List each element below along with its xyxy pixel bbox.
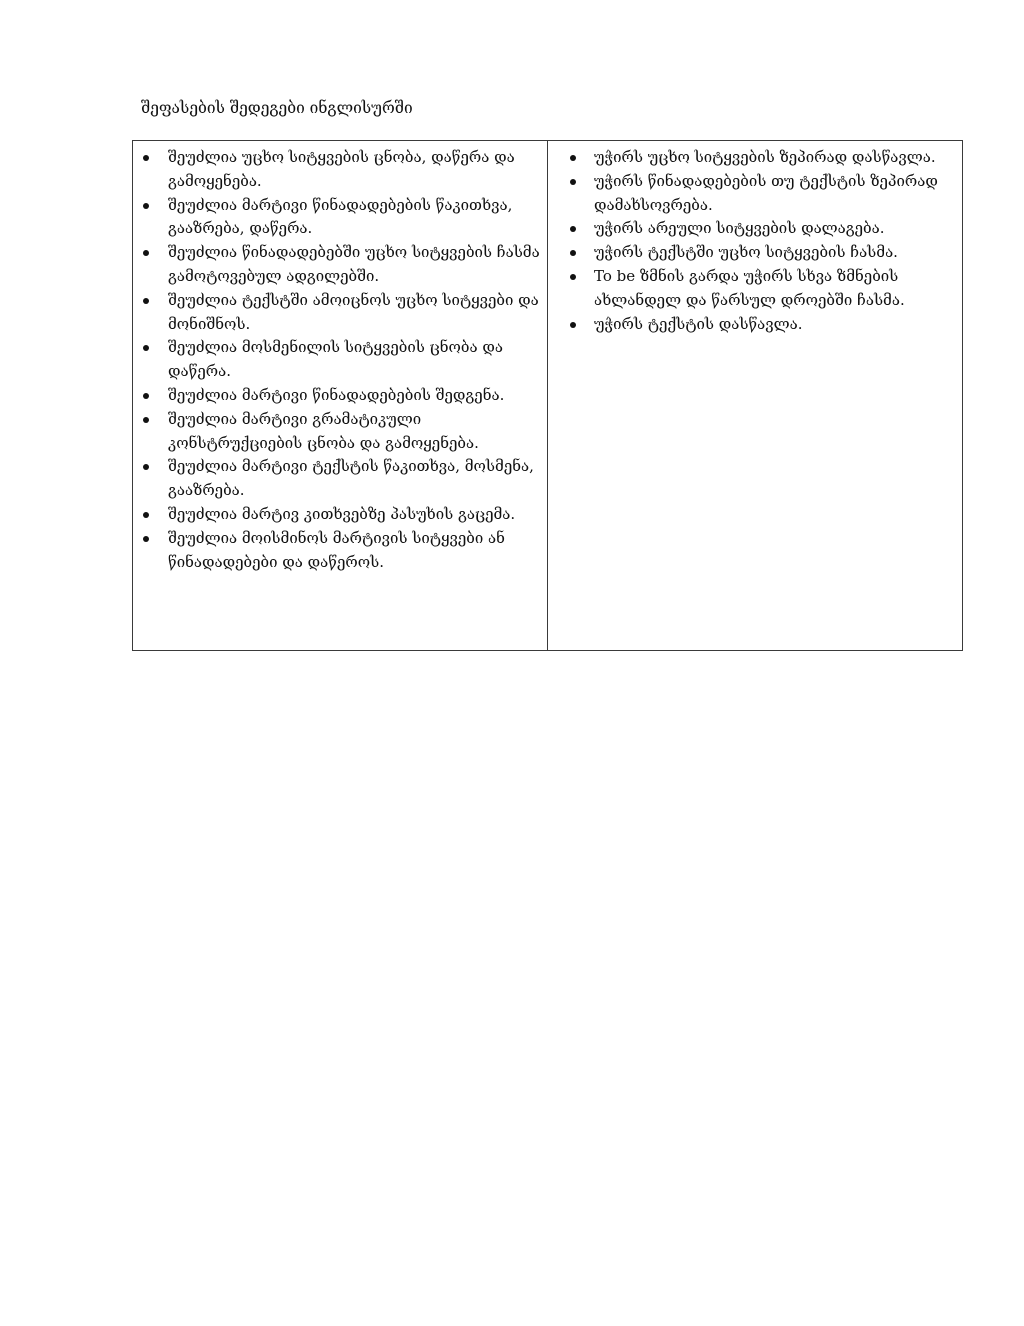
bullet-icon — [570, 179, 576, 185]
bullet-icon — [143, 250, 149, 256]
bullet-icon — [570, 250, 576, 256]
bullet-icon — [143, 345, 149, 351]
bullet-icon — [143, 417, 149, 423]
list-item — [554, 265, 956, 313]
list-item — [139, 408, 541, 456]
list-item-text: უჭირს წინადადებების თუ ტექსტის ზეპირად დამახსოვრება. — [594, 171, 938, 214]
list-item — [139, 194, 541, 242]
list-item-text: უჭირს არეული სიტყვების დალაგება. — [594, 219, 885, 238]
list-item-text: შეუძლია წინადადებებში უცხო სიტყვების ჩასმა გამოტოვებულ ადგილებში. — [168, 243, 540, 285]
list-item — [139, 527, 541, 575]
list-item — [554, 217, 956, 241]
difficulties-list — [554, 146, 956, 336]
bullet-icon — [570, 155, 576, 161]
list-item — [139, 384, 541, 408]
list-item-text: შეუძლია მარტივი გრამატიკული კონსტრუქციების ცნობა და გამოყენება. — [168, 409, 479, 452]
list-item-text: შეუძლია მარტივი წინადადებების წაკითხვა, გააზრება, დაწერა. — [168, 195, 513, 238]
difficulties-column — [548, 141, 962, 650]
list-item-text: შეუძლია უცხო სიტყვების ცნობა, დაწერა და გამოყენება. — [168, 148, 515, 190]
bullet-icon — [570, 226, 576, 232]
list-item — [554, 146, 956, 170]
list-item — [139, 336, 541, 384]
list-item — [554, 313, 956, 337]
bullet-icon — [143, 464, 149, 470]
list-item-text: შეუძლია მარტივი ტექსტის წაკითხვა, მოსმენა, გააზრება. — [168, 457, 534, 500]
abilities-column — [133, 141, 548, 650]
assessment-table — [132, 140, 963, 651]
bullet-icon — [143, 203, 149, 209]
list-item — [139, 503, 541, 527]
list-item-text: უჭირს ტექსტის დასწავლა. — [594, 314, 803, 333]
bullet-icon — [143, 536, 149, 542]
list-item-text: უჭირს უცხო სიტყვების ზეპირად დასწავლა. — [594, 148, 936, 166]
list-item-text: შეუძლია მოსმენილის სიტყვების ცნობა და დაწერა. — [168, 338, 503, 381]
list-item-text: შეუძლია ტექსტში ამოიცნოს უცხო სიტყვები და მონიშნოს. — [168, 290, 539, 333]
bullet-icon — [570, 274, 576, 280]
bullet-icon — [143, 393, 149, 399]
list-item — [139, 241, 541, 289]
list-item-text: შეუძლია მოისმინოს მარტივის სიტყვები ან წინადადებები და დაწეროს. — [168, 528, 505, 571]
list-item — [554, 241, 956, 265]
list-item — [139, 289, 541, 337]
abilities-list — [139, 146, 541, 574]
list-item-text: უჭირს ტექსტში უცხო სიტყვების ჩასმა. — [594, 243, 898, 262]
list-item-text: შეუძლია მარტივ კითხვებზე პასუხის გაცემა. — [168, 504, 516, 523]
page-title: შეფასების შედეგები ინგლისურში — [141, 99, 413, 117]
bullet-icon — [143, 298, 149, 304]
list-item — [139, 146, 541, 194]
list-item — [139, 455, 541, 503]
list-item-text: To be ზმნის გარდა უჭირს სხვა ზმნების ახლანდელ და წარსულ დროებში ჩასმა. — [594, 266, 905, 309]
bullet-icon — [570, 322, 576, 328]
bullet-icon — [143, 512, 149, 518]
bullet-icon — [143, 155, 149, 161]
list-item-text: შეუძლია მარტივი წინადადებების შედგენა. — [168, 385, 505, 404]
list-item — [554, 170, 956, 218]
